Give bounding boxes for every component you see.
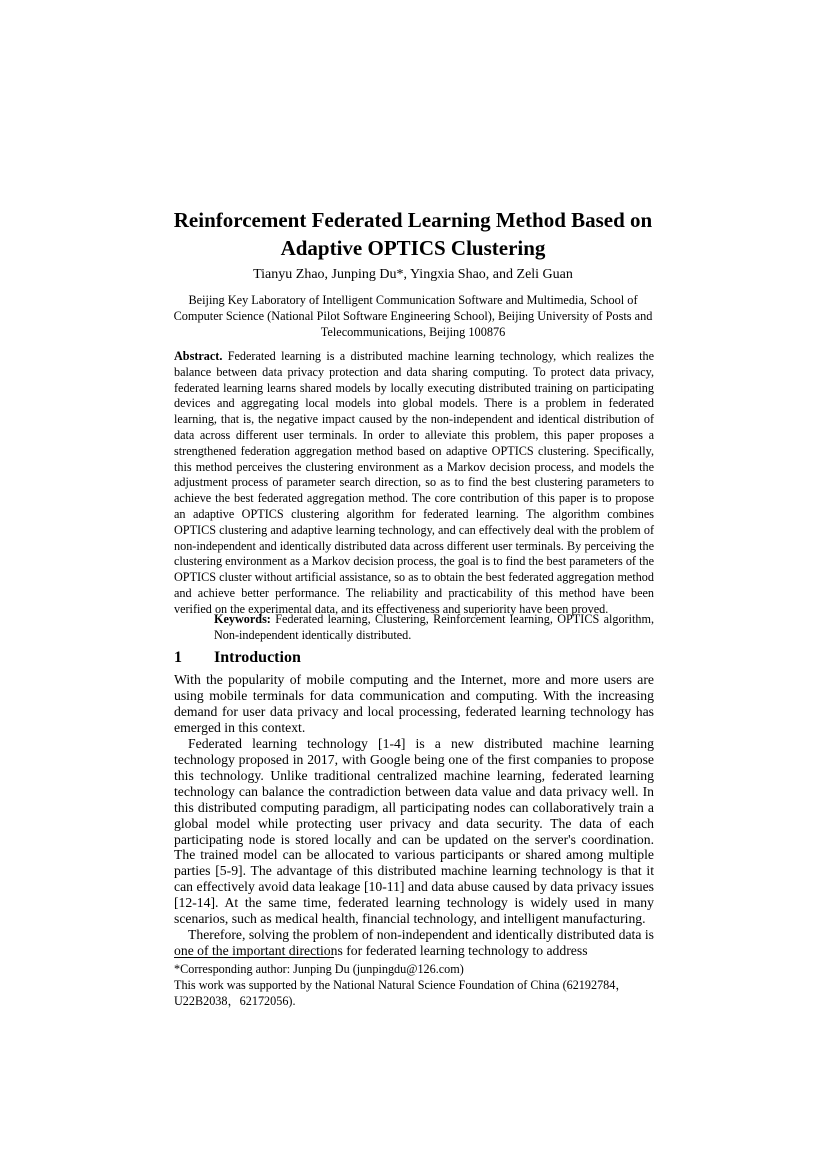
abstract-label: Abstract.	[174, 349, 223, 363]
funding-footnote: This work was supported by the National Natural Science Foundation of China (62192784，U22B2038，62172056).	[174, 977, 628, 1008]
footnote-rule	[174, 957, 334, 958]
abstract	[174, 349, 654, 618]
paragraph: With the popularity of mobile computing and the Internet, more and more users are using mobile terminals for data communication and computing. With the increasing demand for user data privacy and local processing, federated learning technology has emerged in this context.	[174, 672, 654, 735]
title-line-2: Adaptive OPTICS Clustering	[280, 236, 546, 260]
section-number: 1	[174, 649, 182, 666]
section-title: Introduction	[214, 649, 301, 666]
introduction-body	[174, 672, 654, 959]
abstract-text: Federated learning is a distributed machine learning technology, which realizes the balance between data privacy protection and data sharing computing. To protect data privacy, federated learning learns shared models by locally executing distributed training on participating devices and aggregating local models into global models. There is a problem in federated learning, that is, the negative impact caused by the non-independent and identical distribution of data across different user terminals. In order to alleviate this problem, this paper proposes a strengthened federation aggregation method based on adaptive OPTICS clustering. Specifically, this method perceives the clustering environment as a Markov decision process, and models the adjustment process of parameter search direction, so as to find the best clustering parameters to achieve the best federated aggregation method. The core contribution of this paper is to propose an adaptive OPTICS clustering algorithm for federated learning. The algorithm combines OPTICS clustering and adaptive learning technology, and can effectively deal with the problem of non-independent and identically distributed data across different user terminals. By perceiving the clustering environment as a Markov decision process, the goal is to find the best parameters of the OPTICS cluster without artificial assistance, so as to obtain the best federated aggregation method and achieve better performance. The reliability and practicability of this method have been verified on the experimental data, and its effectiveness and superiority have been proved.	[174, 349, 654, 616]
affiliation: Beijing Key Laboratory of Intelligent Communication Software and Multimedia, School of Computer Science (National Pilot Software Engineering School), Beijing University of Posts and Telecommunications, Beijing 100876	[173, 293, 653, 339]
paragraph: Therefore, solving the problem of non-independent and identically distributed data is one of the important directions for federated learning technology to address	[174, 927, 654, 959]
title-line-1: Reinforcement Federated Learning Method Based on	[173, 208, 653, 232]
paper-title	[163, 206, 663, 262]
keywords	[214, 612, 654, 644]
keywords-text: Federated learning, Clustering, Reinforcement learning, OPTICS algorithm, Non-independent identically distributed.	[214, 612, 655, 642]
footnotes	[174, 962, 654, 1009]
paragraph: Federated learning technology [1-4] is a new distributed machine learning technology proposed in 2017, with Google being one of the first companies to propose this technology. Unlike traditional centralized machine learning, federated learning technology can balance the contradiction between data value and data privacy well. In this distributed computing paradigm, all participating nodes can collaboratively train a global model while protecting user privacy and data security. The data of each participating node is stored locally and can be updated on the server's coordination. The trained model can be allocated to various participants or shared among multiple parties [5-9]. The advantage of this distributed machine learning technology is that it can effectively avoid data leakage [10-11] and data abuse caused by data privacy issues [12-14]. At the same time, federated learning technology is widely used in many scenarios, such as medical health, financial technology, and intelligent manufacturing.	[174, 735, 654, 927]
author-list: Tianyu Zhao, Junping Du*, Yingxia Shao, and Zeli Guan	[253, 267, 573, 282]
section-heading-introduction	[174, 648, 654, 668]
corresponding-author-footnote: *Corresponding author: Junping Du (junpingdu@126.com)	[174, 962, 464, 976]
keywords-label: Keywords:	[214, 612, 271, 626]
